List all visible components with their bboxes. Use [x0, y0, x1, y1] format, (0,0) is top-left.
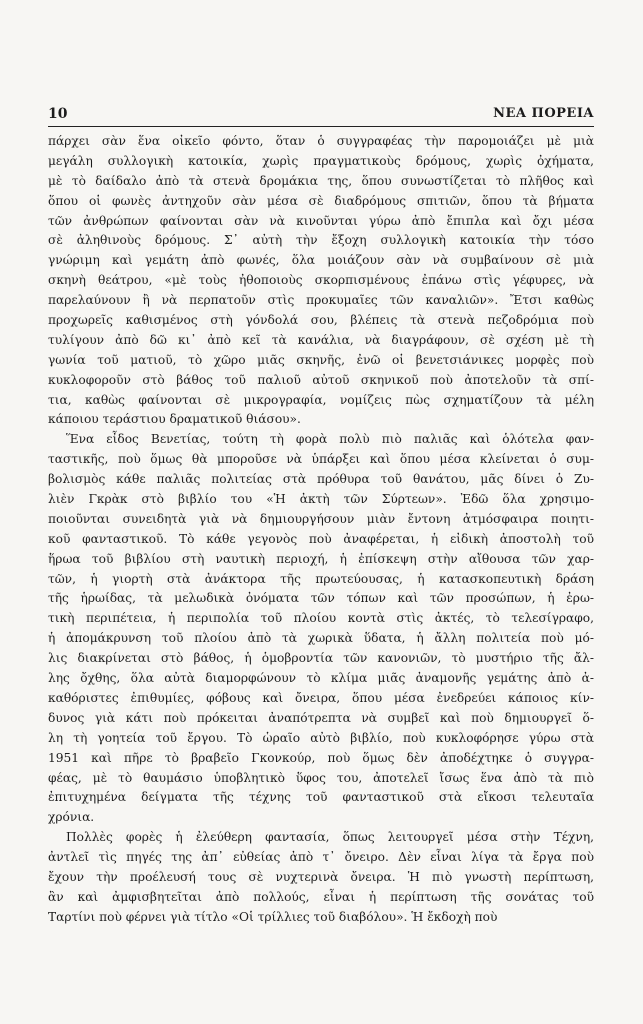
text-line: λης ὄχθης, ὅλα αὐτὰ διαμορφώνουν τὸ κλίμα μιᾶς ἀναμονῆς γεμάτης ἀπὸ ἀ-	[48, 671, 594, 686]
text-line: τια, καθὼς φαίνονται σὲ μικρογραφία, νομίζεις πὼς σχηματίζουν τὰ μέλη	[48, 392, 594, 407]
paragraph	[48, 828, 594, 927]
text-line: λιὲν Γκρὰκ στὸ βιβλίο του «Ἡ ἀκτὴ τῶν Σύρτεων». Ἐδῶ ὅλα χρησιμο-	[48, 492, 594, 507]
text-line: ἐπιτυχημένα δείγματα τῆς τέχνης τοῦ φανταστικοῦ στὰ εἴκοσι τελευταῖα	[48, 790, 594, 805]
text-line: φέας, μὲ τὸ θαυμάσιο ὑποβλητικὸ ὕφος του, ἀποτελεῖ ἴσως ἕνα ἀπὸ τὰ πιὸ	[48, 770, 594, 785]
text-line: τῶν ἀνθρώπων φαίνονται σὰν νὰ κινοῦνται γύρω ἀπὸ ἔπιπλα καὶ ὄχι μέσα	[48, 213, 594, 228]
text-line: προχωρεῖς καθισμένος στὴ γόνδολά σου, βλέπεις τὰ στενὰ πεζοδρόμια ποὺ	[48, 313, 594, 328]
text-line: καθόριστες ἐπιθυμίες, φόβους καὶ ὄνειρα, ὅπου μέσα ἐνεδρεύει κάποιος κίν-	[48, 690, 594, 705]
text-line: λις διακρίνεται στὸ βάθος, ἡ ὁμοβροντία τῶν κανονιῶν, τὸ μυστήριο τῆς ἄλ-	[48, 651, 594, 666]
page-number: 10	[48, 106, 68, 122]
text-line: Ταρτίνι ποὺ φέρνει γιὰ τίτλο «Οἱ τρίλλιες τοῦ διαβόλου». Ἡ ἔκδοχὴ ποὺ	[48, 909, 498, 924]
text-line: λη τὴ γοητεία τοῦ ἔργου. Τὸ ὡραῖο αὐτὸ βιβλίο, ποὺ κυκλοφόρησε γύρω στὰ	[48, 730, 594, 745]
text-line: τῆς ἡρωίδας, τὰ μελωδικὰ ὀνόματα τῶν τόπων καὶ τῶν προσώπων, ἡ ἐρω-	[48, 591, 594, 606]
text-line: παρελαύνουν ἢ νὰ περπατοῦν στὶς προκυμαῖες τῶν καναλιῶν». Ἔτσι καθὼς	[48, 293, 594, 308]
paragraph	[48, 430, 594, 828]
text-line: δυνος γιὰ κάτι ποὺ πρόκειται ἀναπότρεπτα νὰ συμβεῖ καὶ ποὺ δημιουργεῖ ὅ-	[48, 710, 594, 725]
text-line: ἔχουν τὴν προέλευσή τους σὲ νυχτερινὰ ὄνειρα. Ἡ πιὸ γνωστὴ περίπτωση,	[48, 869, 594, 884]
text-line: ἀντλεῖ τὶς πηγές της ἀπ᾽ εὐθείας ἀπὸ τ᾽ ὄνειρο. Δὲν εἶναι λίγα τὰ ἔργα ποὺ	[48, 850, 594, 865]
text-line: ἥρωα τοῦ βιβλίου στὴ ναυτικὴ περιοχή, ἡ ἐπίσκεψη στὴν αἴθουσα τῶν χαρ-	[48, 551, 594, 566]
text-line: ἡ ἀπομάκρυνση τοῦ πλοίου ἀπὸ τὰ χωρικὰ ὕδατα, ἡ ἄλλη πολιτεία ποὺ μό-	[48, 631, 594, 646]
text-line: σκηνὴ θεάτρου, «μὲ τοὺς ἠθοποιοὺς σκορπισμένους ἐπάνω στὶς γέφυρες, νὰ	[48, 273, 594, 288]
text-line: κάποιου τεράστιου δραματικοῦ θιάσου».	[48, 412, 301, 427]
text-line: μὲ τὸ δαίδαλο ἀπὸ τὰ στενὰ δρομάκια της, ὅπου συνωστίζεται τὸ πλῆθος καὶ	[48, 173, 594, 188]
text-line: μεγάλη συλλογικὴ κατοικία, χωρὶς πραγματικοὺς δρόμους, χωρὶς ὀχήματα,	[48, 153, 594, 168]
text-line: τυλίγουν ἀπὸ δῶ κι᾽ ἀπὸ κεῖ τὰ κανάλια, νὰ διαγράφουν, σὲ σχέση μὲ τὴ	[48, 332, 594, 347]
text-line: κυκλοφοροῦν στὸ βάθος τοῦ παλιοῦ αὐτοῦ σκηνικοῦ ποὺ ἀποτελοῦν τὰ σπί-	[48, 372, 594, 387]
text-line: Ἕνα εἶδος Βενετίας, τούτη τὴ φορὰ πολὺ πιὸ παλιᾶς καὶ ὁλότελα φαν-	[66, 432, 594, 447]
text-line: κοῦ φανταστικοῦ. Τὸ κάθε γεγονὸς ποὺ ἀναφέρεται, ἡ εἰδικὴ ἀποστολὴ τοῦ	[48, 531, 594, 546]
text-line: βολισμὸς κάθε παλιᾶς πολιτείας στὰ πρόθυρα τοῦ θανάτου, μᾶς δίνει ὁ Ζυ-	[48, 472, 594, 487]
text-line: 1951 καὶ πῆρε τὸ βραβεῖο Γκονκούρ, ποὺ ὅμως δὲν ἀποδέχτηκε ὁ συγγρα-	[48, 750, 594, 765]
text-line: τικὴ περιπέτεια, ἡ περιπολία τοῦ πλοίου κοντὰ στὶς ἀκτές, τὸ τελεσίγραφο,	[48, 611, 594, 626]
text-line: γνώριμη καὶ γεμάτη ἀπὸ φωνές, ὅλα μοιάζουν σὰν νὰ συμβαίνουν σὲ μιὰ	[48, 253, 594, 268]
paragraph	[48, 132, 594, 430]
page-header	[48, 104, 594, 127]
running-head: ΝΕΑ ΠΟΡΕΙΑ	[493, 106, 594, 121]
text-line: σὲ ἀληθινοὺς δρόμους. Σ᾽ αὐτὴ τὴν ἔξοχη συλλογικὴ κατοικία τὴν τόσο	[48, 233, 594, 248]
text-line: πάρχει σὰν ἕνα οἰκεῖο φόντο, ὅταν ὁ συγγραφέας τὴν παρομοιάζει μὲ μιὰ	[48, 134, 594, 148]
text-line: γωνία τοῦ ματιοῦ, τὸ χῶρο μιᾶς σκηνῆς, ἐνῶ οἱ βενετσιάνικες μορφὲς ποὺ	[48, 352, 594, 367]
text-line: τῶν, ἡ γιορτὴ στὰ ἀνάκτορα τῆς πρωτεύουσας, ἡ κατασκοπευτικὴ δράση	[48, 571, 594, 586]
text-line: ταστικῆς, ποὺ ὅμως θὰ μποροῦσε νὰ ὑπάρξει καὶ ὅπου μέσα κλείνεται ὁ συμ-	[48, 452, 594, 467]
body-text	[48, 132, 594, 928]
text-line: χρόνια.	[48, 810, 95, 825]
text-line: Πολλὲς φορὲς ἡ ἐλεύθερη φαντασία, ὅπως λειτουργεῖ μέσα στὴν Τέχνη,	[66, 830, 594, 845]
text-line: ἂν καὶ ἀμφισβητεῖται ἀπὸ πολλούς, εἶναι ἡ περίπτωση τῆς σονάτας τοῦ	[48, 889, 594, 904]
text-line: ὅπου οἱ φωνὲς ἀντηχοῦν σὰν μέσα σὲ διαδρόμους σπιτιῶν, ὅπου τὰ βήματα	[48, 193, 594, 208]
text-line: ποιοῦνται συνειδητὰ γιὰ νὰ δημιουργήσουν μιὰν ἔντονη ἀτμόσφαιρα ποιητι-	[48, 511, 594, 526]
